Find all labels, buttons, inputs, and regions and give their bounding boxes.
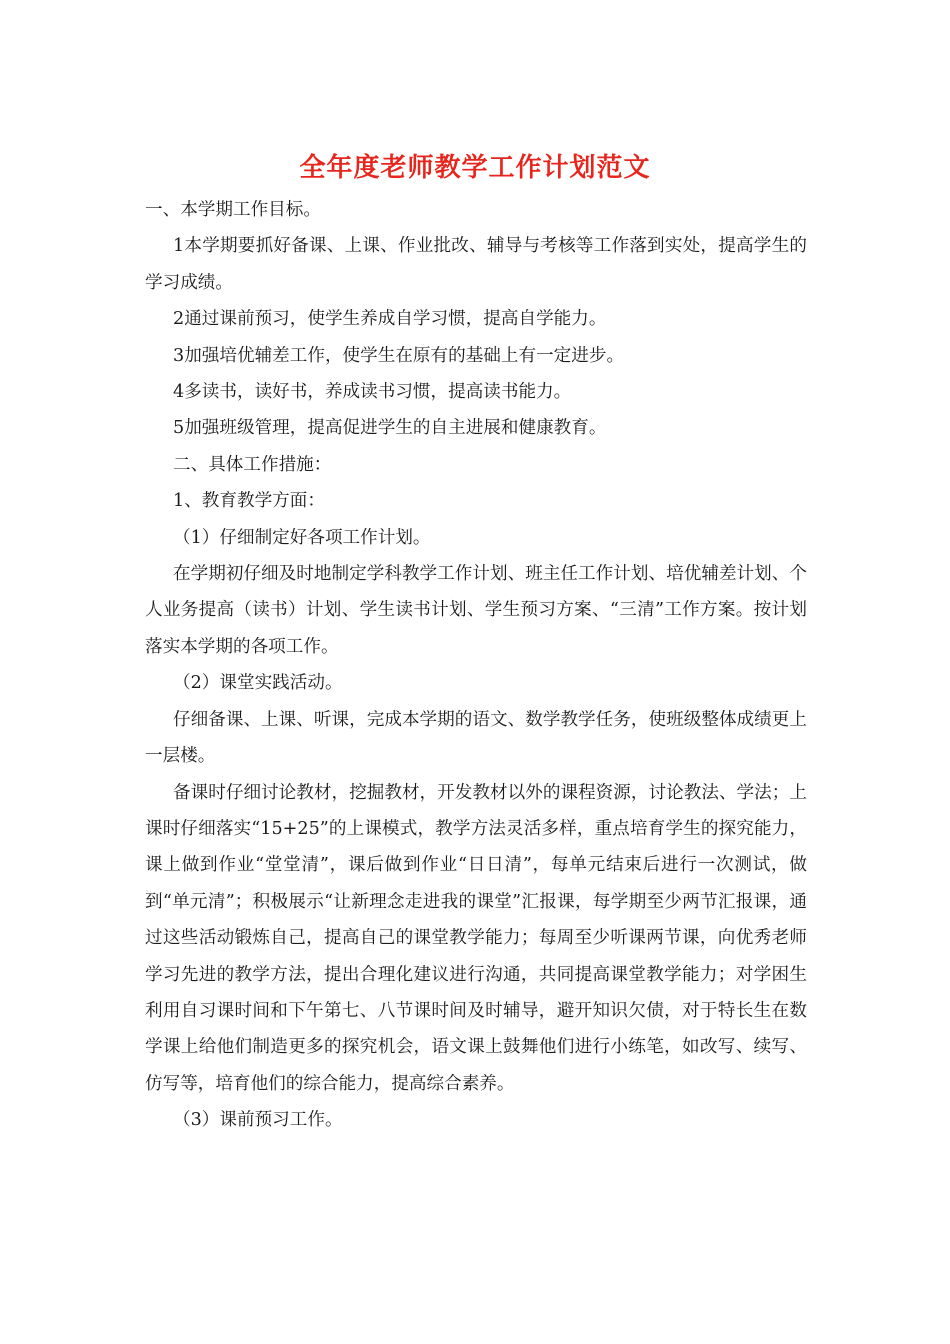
paragraph: 一、本学期工作目标。 xyxy=(145,200,321,220)
section-heading: 二、具体工作措施： xyxy=(173,454,332,475)
paragraph: 备课时仔细讨论教材，挖掘教材，开发教材以外的课程资源，讨论教法、学法；上课时仔细落实“15+25”的上课模式，教学方法灵活多样，重点培育学生的探究能力，课上做到作业“堂堂清”，课后做到作业“日日清”，每单元结束后进行一次测试，做到“单元清”；积极展示“让新理念走进我的课堂”汇报课，每学期至少两节汇报课，通过这些活动锻炼自己，提高自己的课堂教学能力；每周至少听课两节课，向优秀老师学习先进的教学方法，提出合理化建议进行沟通，共同提高课堂教学能力；对学困生利用自习课时间和下午第七、八节课时间及时辅导，避开知识欠债，对于特长生在数学课上给他们制造更多的探究机会，语文课上鼓舞他们进行小练笔，如改写、续写、仿写等，培育他们的综合能力，提高综合素养。 xyxy=(145,782,807,1094)
paragraph: 在学期初仔细及时地制定学科教学工作计划、班主任工作计划、培优辅差计划、个人业务提高（读书）计划、学生读书计划、学生预习方案、“三清”工作方案。按计划落实本学期的各项工作。 xyxy=(145,564,807,657)
document-body xyxy=(145,192,807,1139)
paragraph: 仔细备课、上课、听课，完成本学期的语文、数学教学任务，使班级整体成绩更上一层楼。 xyxy=(145,709,807,767)
document-title: 全年度老师教学工作计划范文 xyxy=(299,153,651,183)
paragraph: 5加强班级管理，提高促进学生的自主进展和健康教育。 xyxy=(173,418,607,439)
paragraph: 4多读书，读好书，养成读书习惯，提高读书能力。 xyxy=(173,382,572,403)
paragraph: 3加强培优辅差工作，使学生在原有的基础上有一定进步。 xyxy=(173,345,625,366)
paragraph: 2通过课前预习，使学生养成自学习惯，提高自学能力。 xyxy=(173,309,607,330)
paragraph: 1本学期要抓好备课、上课、作业批改、辅导与考核等工作落到实处，提高学生的学习成绩。 xyxy=(145,236,807,293)
item-heading: （2）课堂实践活动。 xyxy=(173,673,343,694)
item-heading: （1）仔细制定好各项工作计划。 xyxy=(173,527,431,548)
subsection-heading: 1、教育教学方面： xyxy=(173,491,325,512)
item-heading: （3）课前预习工作。 xyxy=(173,1110,343,1131)
